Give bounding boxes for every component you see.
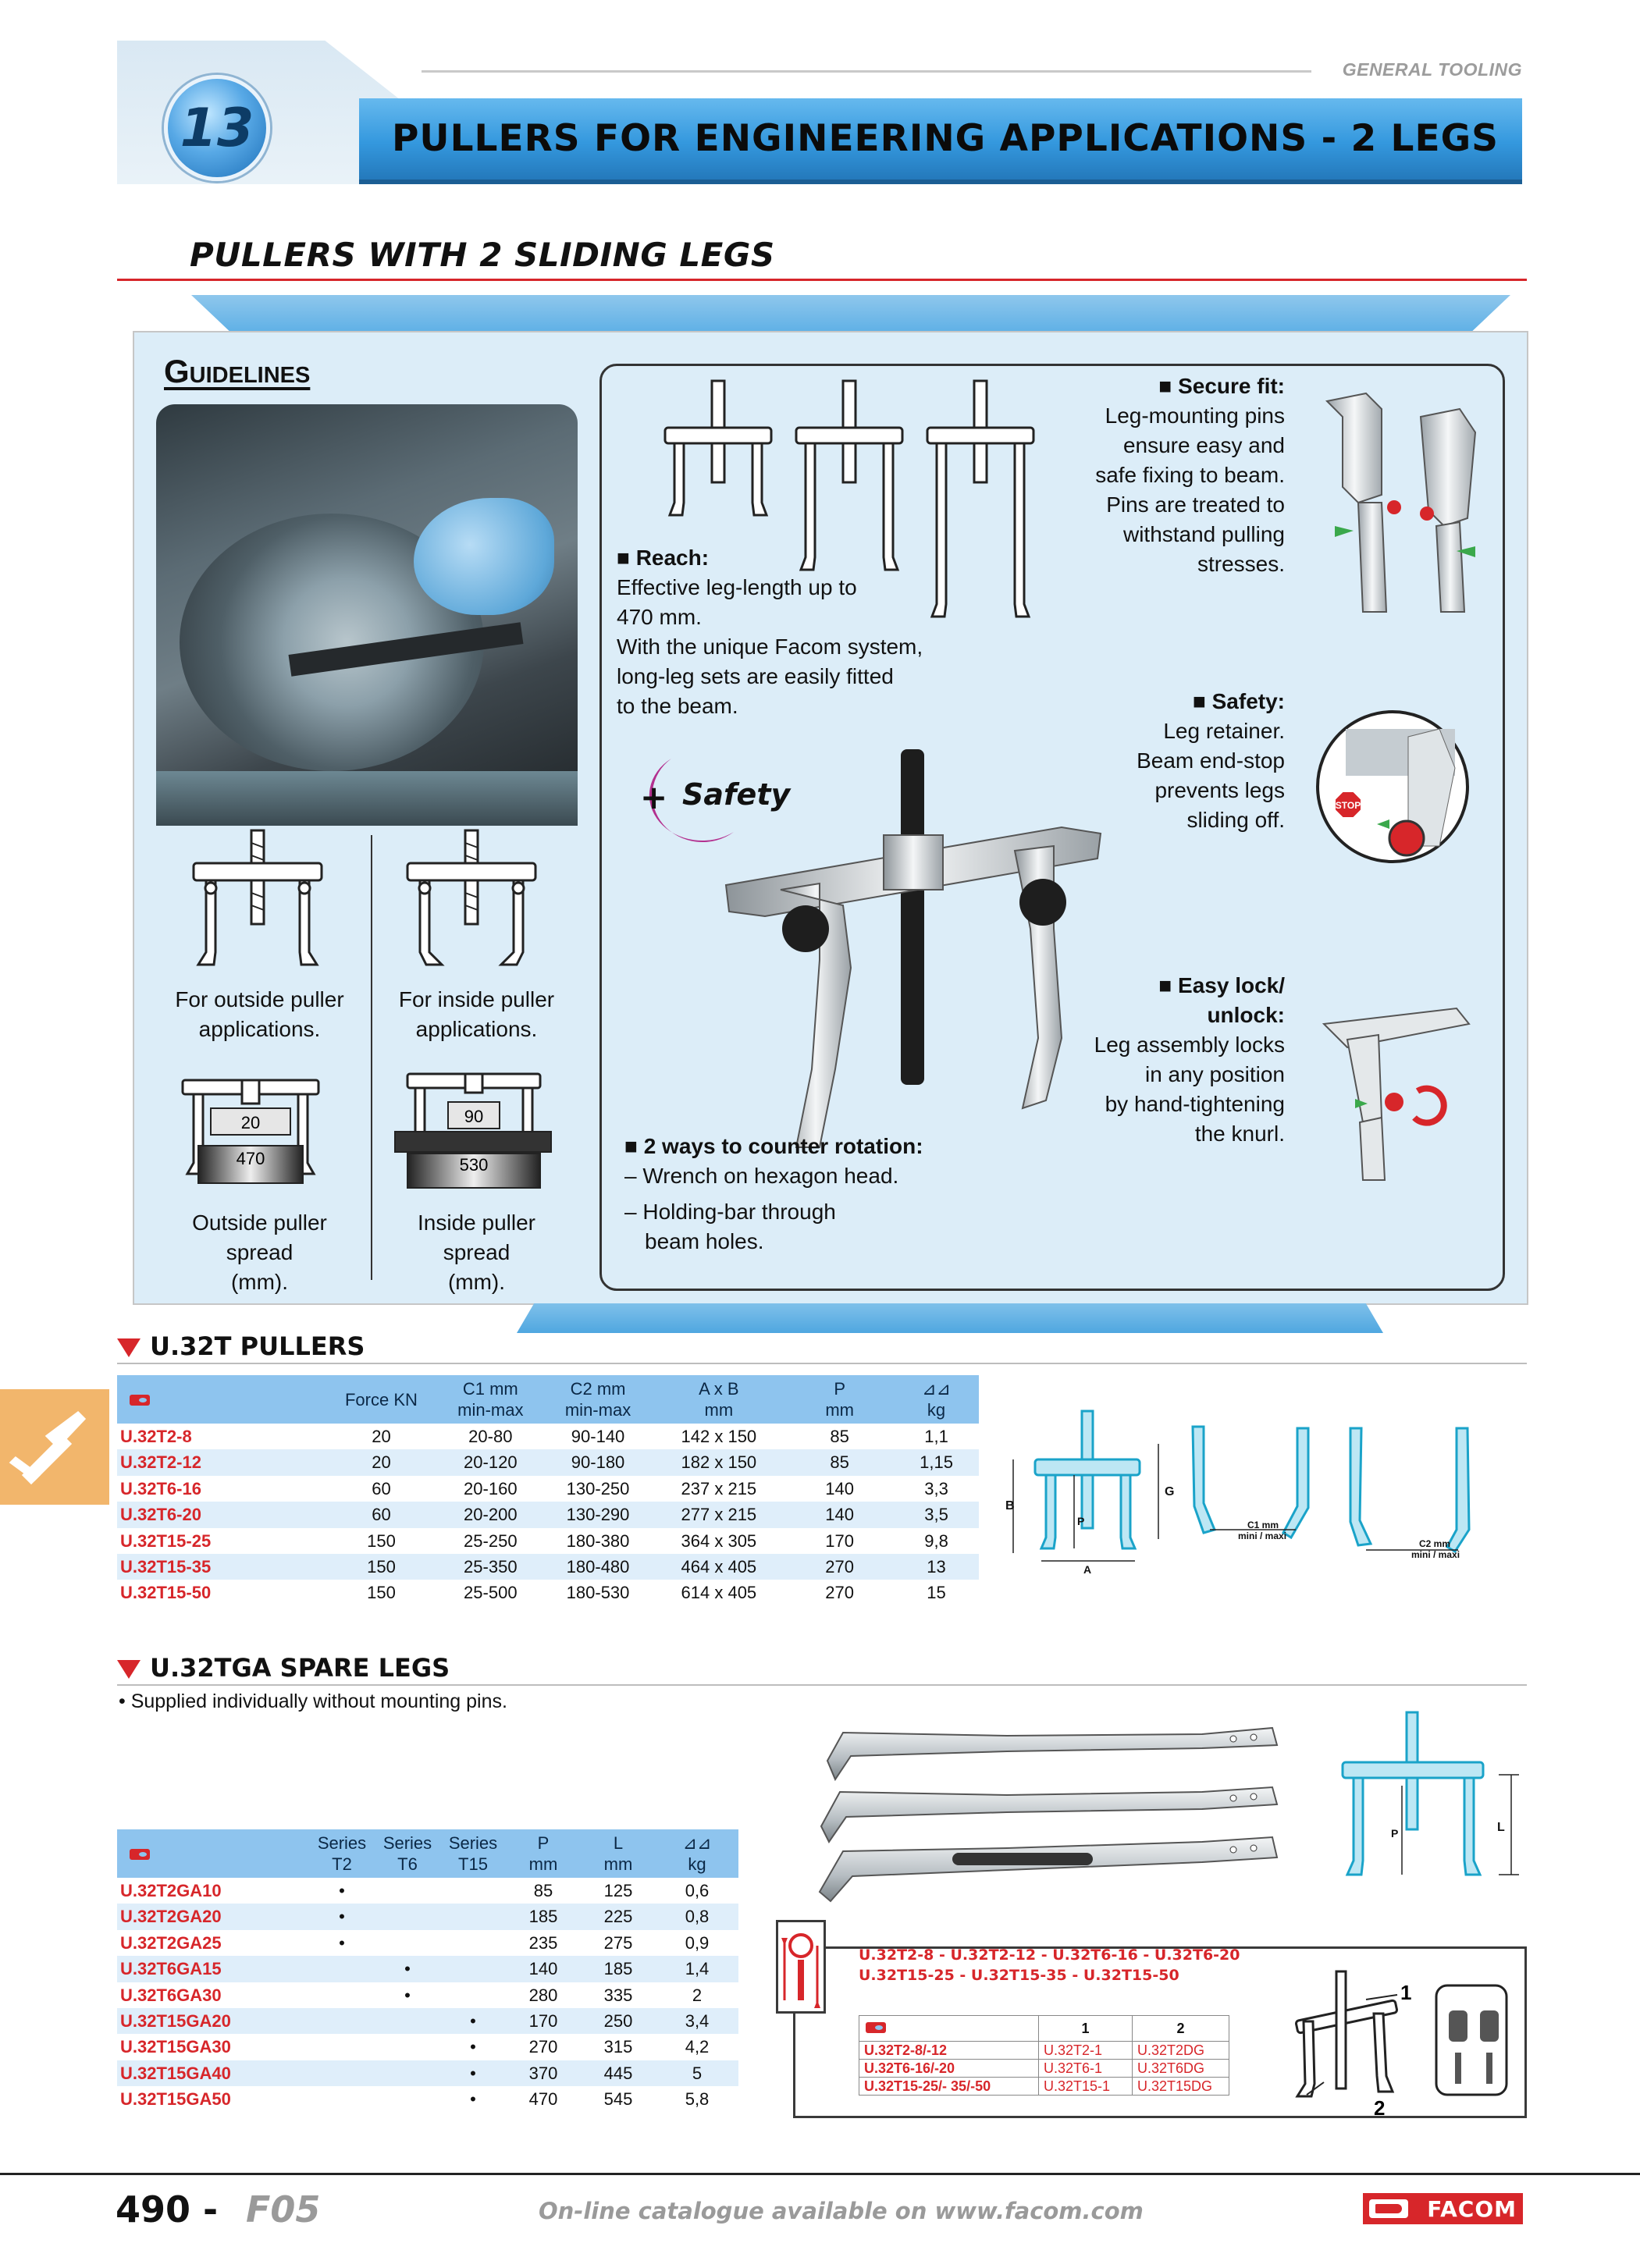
reference-icon [130, 1849, 150, 1860]
value-cell: 150 [367, 1583, 396, 1603]
value-cell: • [470, 2037, 476, 2057]
caption-line: spread [443, 1240, 510, 1264]
value-cell: 9,8 [924, 1530, 948, 1551]
spare-parts-drawing [1249, 1967, 1514, 2120]
value-cell: 0,9 [685, 1932, 710, 1953]
value-cell: • [440, 2060, 506, 2086]
inside-spread-diagram [392, 1071, 556, 1196]
feature-line: With the unique Facom system, [617, 635, 923, 659]
reference-cell: U.32T15GA50 [120, 2089, 231, 2110]
value-cell: 370 [506, 2060, 581, 2086]
value-cell: U.32T2-1 [1039, 2042, 1133, 2060]
feature-line: withstand pulling [1122, 522, 1285, 546]
guidelines-heading: Guidelines [164, 353, 311, 389]
secure-fit-feature [1046, 371, 1285, 579]
value-cell: 13 [894, 1554, 979, 1580]
puller-dimensions-diagram [999, 1405, 1522, 1577]
column-header: Series T6 [375, 1829, 440, 1878]
reference-cell: U.32T15-35 [117, 1554, 326, 1580]
value-cell [375, 2060, 440, 2086]
column-header: 2 [1133, 2016, 1229, 2042]
value-cell: 250 [581, 2008, 656, 2034]
outside-puller-drawing [189, 827, 326, 976]
reference-icon [866, 2022, 886, 2033]
table-row [117, 1904, 738, 1929]
table-row [117, 1476, 979, 1502]
value-cell: 25-350 [437, 1554, 544, 1580]
value-cell [375, 2008, 440, 2034]
reference-cell: U.32T2GA10 [120, 1881, 222, 1900]
value-cell: 335 [603, 1985, 633, 2005]
feature-line: prevents legs [1154, 778, 1285, 802]
caption-line: Inside puller [418, 1210, 535, 1235]
feature-line: 470 mm. [617, 605, 702, 629]
dim-label-p: P [1391, 1827, 1399, 1840]
value-cell [309, 2086, 375, 2112]
table-row [117, 1554, 979, 1580]
value-cell: 270 [528, 2037, 558, 2057]
inside-application-caption [373, 985, 580, 1044]
feature-line: Leg-mounting pins [1105, 403, 1285, 428]
outside-spread-diagram [176, 1077, 325, 1194]
column-header: L mm [581, 1829, 656, 1878]
column-header: P mm [506, 1829, 581, 1878]
value-cell: 60 [372, 1478, 391, 1498]
category-tab-icon [0, 1389, 109, 1505]
caption-line: For inside puller [398, 987, 555, 1011]
spare-parts-heading [859, 1945, 1240, 1985]
caption-line: applications. [415, 1017, 538, 1041]
spare-parts-table-body [859, 2042, 1229, 2096]
table-row [117, 1930, 738, 1956]
feature-line: Pins are treated to [1106, 492, 1285, 517]
value-cell [309, 2008, 375, 2034]
value-cell: 180-380 [566, 1530, 630, 1551]
feature-line: Leg retainer. [1163, 719, 1285, 743]
value-cell: • [339, 1881, 345, 1900]
panel-bottom-band [517, 1303, 1383, 1333]
value-cell: 182 x 150 [652, 1449, 785, 1475]
value-cell: 545 [603, 2089, 633, 2110]
value-cell: 464 x 405 [652, 1554, 785, 1580]
page-title: PULLERS FOR ENGINEERING APPLICATIONS - 2 LEGS [391, 117, 1499, 160]
ref-column-header [117, 1375, 326, 1424]
feature-line: – Holding-bar through [624, 1200, 836, 1224]
mounting-pins-drawing [1311, 386, 1483, 612]
table-row [117, 2008, 738, 2034]
reference-cell: U.32T2GA25 [120, 1932, 222, 1953]
value-cell: 180-530 [566, 1583, 630, 1603]
facom-logo [1363, 2193, 1523, 2224]
value-cell: 20-200 [437, 1502, 544, 1527]
feature-line: beam holes. [645, 1229, 764, 1253]
inside-spread-max: 530 [459, 1155, 489, 1175]
table-row [117, 1878, 738, 1904]
column-header: C2 mm min-max [544, 1375, 653, 1424]
easy-lock-title: unlock: [1207, 1003, 1285, 1027]
counter-rotation-feature [624, 1132, 984, 1257]
feature-line: Beam end-stop [1137, 748, 1285, 773]
value-cell: • [470, 2089, 476, 2110]
value-cell: 142 x 150 [681, 1427, 757, 1446]
value-cell: 15 [927, 1583, 946, 1603]
value-cell [440, 1956, 506, 1982]
dim-label-c1-range: mini / maxi [1238, 1530, 1287, 1541]
value-cell: 275 [603, 1932, 633, 1953]
value-cell [440, 1930, 506, 1956]
feature-line: safe fixing to beam. [1095, 463, 1285, 487]
value-cell: 20-160 [464, 1478, 518, 1498]
divider [117, 1684, 1527, 1686]
reach-title: ■ Reach: [617, 546, 710, 570]
table-row [117, 1502, 979, 1527]
value-cell: 1,1 [924, 1427, 948, 1446]
feature-line: stresses. [1197, 552, 1285, 576]
value-cell: 180-480 [544, 1554, 653, 1580]
value-cell: • [339, 1932, 345, 1953]
table-row [859, 2060, 1229, 2078]
reference-cell: U.32T2GA20 [117, 1904, 309, 1929]
spare-legs-heading-text: U.32TGA SPARE LEGS [150, 1653, 450, 1683]
table-row [117, 2060, 738, 2086]
value-cell [375, 2086, 440, 2112]
table-row [117, 1982, 738, 2008]
reference-cell: U.32T15-25/- 35/-50 [859, 2078, 1039, 2096]
value-cell [309, 2060, 375, 2086]
safety-feature [1046, 687, 1285, 835]
safety-logo-text: Safety [682, 777, 791, 812]
stop-sign-text: STOP [1335, 800, 1361, 811]
reach-feature [617, 543, 976, 721]
table-header-row [117, 1375, 979, 1424]
footer-rule [0, 2173, 1640, 2175]
reference-cell: U.32T15-25 [120, 1530, 212, 1551]
panel-top-band [191, 295, 1510, 332]
value-cell: 25-500 [464, 1583, 518, 1603]
value-cell: 280 [528, 1985, 558, 2005]
value-cell: 85 [785, 1449, 894, 1475]
value-cell: 5,8 [685, 2089, 710, 2110]
column-header: Series T2 [309, 1829, 375, 1878]
caption-line: spread [226, 1240, 293, 1264]
value-cell: 237 x 215 [681, 1478, 757, 1498]
value-cell: U.32T15DG [1133, 2078, 1229, 2096]
reference-cell: U.32T6GA30 [120, 1985, 222, 2005]
vertical-divider [371, 835, 372, 1280]
outside-spread-min: 20 [240, 1113, 261, 1132]
reference-cell: U.32T15-50 [120, 1583, 212, 1603]
reference-cell: U.32T15GA20 [117, 2008, 309, 2034]
value-cell: 185 [581, 1956, 656, 1982]
value-cell: 0,6 [685, 1881, 710, 1900]
value-cell: U.32T15-1 [1039, 2078, 1133, 2096]
value-cell: 20-80 [468, 1427, 513, 1446]
table-row [859, 2042, 1229, 2060]
inside-spread-min: 90 [464, 1107, 484, 1126]
value-cell: 4,2 [685, 2037, 710, 2057]
value-cell: 90-140 [571, 1427, 625, 1446]
knurl-lock-drawing [1316, 1001, 1472, 1180]
reference-cell: U.32T2-8 [120, 1427, 192, 1446]
reference-cell: U.32T6-16 [120, 1478, 201, 1498]
value-cell: 20-120 [437, 1449, 544, 1475]
value-cell: 445 [581, 2060, 656, 2086]
reference-cell: U.32T15GA30 [120, 2037, 231, 2057]
value-cell: 1,4 [656, 1956, 738, 1982]
reference-cell: U.32T15GA40 [117, 2060, 309, 2086]
section-label: GENERAL TOOLING [1342, 59, 1522, 80]
spare-parts-icon-box [776, 1920, 826, 2014]
table-row [859, 2078, 1229, 2096]
value-cell: 270 [825, 1583, 855, 1603]
heading-line: U.32T2-8 - U.32T2-12 - U.32T6-16 - U.32T6-20 [859, 1946, 1240, 1964]
end-stop-drawing [1314, 706, 1471, 869]
value-cell [375, 1878, 440, 1904]
value-cell [309, 2034, 375, 2060]
divider [117, 279, 1527, 281]
value-cell: • [404, 1985, 411, 2005]
value-cell [309, 1956, 375, 1982]
value-cell: • [375, 1956, 440, 1982]
caption-line: For outside puller [175, 987, 344, 1011]
dim-label-b: B [1005, 1499, 1015, 1513]
value-cell: 170 [825, 1530, 855, 1551]
value-cell: 277 x 215 [652, 1502, 785, 1527]
table-row [117, 1528, 979, 1554]
reference-cell: U.32T6-16/-20 [859, 2060, 1039, 2078]
value-cell: 614 x 405 [681, 1583, 757, 1603]
column-header: C1 mm min-max [437, 1375, 544, 1424]
value-cell: 5 [656, 2060, 738, 2086]
divider [117, 1363, 1527, 1364]
dim-label-c2-range: mini / maxi [1411, 1549, 1460, 1560]
feature-line: sliding off. [1186, 808, 1285, 832]
triangle-icon [117, 1338, 141, 1357]
pullers-table-body [117, 1424, 979, 1606]
page-code: F05 [246, 2188, 321, 2231]
value-cell: U.32T2DG [1133, 2042, 1229, 2060]
value-cell: U.32T6DG [1133, 2060, 1229, 2078]
value-cell: 270 [785, 1554, 894, 1580]
feature-line: long-leg sets are easily fitted [617, 664, 894, 688]
reference-cell: U.32T6GA15 [117, 1956, 309, 1982]
table-row [117, 2086, 738, 2112]
value-cell: 1,15 [894, 1449, 979, 1475]
value-cell: 3,4 [656, 2008, 738, 2034]
ref-column-header [117, 1829, 309, 1878]
brand-name: FACOM [1427, 2195, 1517, 2222]
pullers-table [117, 1375, 979, 1606]
header-rule [422, 70, 1311, 73]
section-subtitle: PULLERS WITH 2 SLIDING LEGS [190, 236, 775, 274]
spare-legs-table-body [117, 1878, 738, 2113]
dim-label-p: P [1077, 1515, 1085, 1527]
table-row [117, 1449, 979, 1475]
catalogue-link-text[interactable]: On-line catalogue available on www.facom.com [539, 2198, 1144, 2224]
caption-line: Outside puller [192, 1210, 327, 1235]
heading-line: U.32T15-25 - U.32T15-35 - U.32T15-50 [859, 1967, 1179, 1984]
feature-line: in any position [1144, 1062, 1285, 1086]
ref-column-header [859, 2016, 1039, 2042]
easy-lock-title: ■ Easy lock/ [1158, 973, 1285, 997]
spare-legs-dimension-diagram [1319, 1708, 1522, 1895]
value-cell: 3,3 [924, 1478, 948, 1498]
table-row [117, 1580, 979, 1605]
svg-text:+: + [640, 778, 668, 816]
column-header: P mm [785, 1375, 894, 1424]
value-cell: U.32T6-1 [1039, 2060, 1133, 2078]
inside-spread-caption [373, 1208, 580, 1297]
feature-line: the knurl. [1194, 1122, 1285, 1146]
spare-parts-icon [778, 1922, 824, 2011]
value-cell: 150 [367, 1530, 396, 1551]
value-cell: • [309, 1904, 375, 1929]
reference-cell: U.32T2-12 [117, 1449, 326, 1475]
value-cell: 150 [326, 1554, 437, 1580]
chapter-badge: 13 [164, 75, 270, 181]
value-cell [440, 1904, 506, 1929]
column-header: Series T15 [440, 1829, 506, 1878]
dim-label-l: L [1497, 1821, 1505, 1834]
outside-spread-max: 470 [236, 1149, 265, 1168]
value-cell: 60 [326, 1502, 437, 1527]
dim-label-c2: C2 mm [1419, 1538, 1451, 1549]
feature-line: – Wrench on hexagon head. [624, 1164, 899, 1188]
table-row [117, 2034, 738, 2060]
spare-legs-heading [117, 1653, 450, 1683]
value-cell: 25-250 [464, 1530, 518, 1551]
caption-line: (mm). [447, 1270, 506, 1294]
value-cell [375, 1904, 440, 1929]
value-cell: 470 [528, 2089, 558, 2110]
facom-wrench-icon [1369, 2199, 1408, 2218]
value-cell [309, 1982, 375, 2008]
value-cell: 170 [506, 2008, 581, 2034]
feature-line: by hand-tightening [1105, 1092, 1285, 1116]
value-cell: 185 [506, 1904, 581, 1929]
value-cell: 315 [603, 2037, 633, 2057]
easy-lock-feature [1046, 971, 1285, 1149]
value-cell [440, 1982, 506, 2008]
page-number: 490 - [116, 2188, 219, 2231]
value-cell: 140 [785, 1502, 894, 1527]
caption-line: (mm). [230, 1270, 289, 1294]
value-cell: 225 [581, 1904, 656, 1929]
dim-label-a: A [1083, 1563, 1092, 1576]
pullers-heading-text: U.32T PULLERS [150, 1331, 365, 1361]
spare-legs-image [812, 1717, 1280, 1904]
column-header: ⊿⊿ kg [656, 1829, 738, 1878]
feature-line: ensure easy and [1122, 433, 1285, 457]
feature-line: Leg assembly locks [1094, 1033, 1285, 1057]
callout-2: 2 [1374, 2096, 1386, 2120]
value-cell: 0,8 [656, 1904, 738, 1929]
value-cell: 140 [506, 1956, 581, 1982]
dim-label-c1: C1 mm [1247, 1520, 1279, 1530]
value-cell: 235 [528, 1932, 558, 1953]
outside-application-caption [156, 985, 363, 1044]
inside-puller-drawing [403, 827, 540, 976]
table-row [117, 1424, 979, 1449]
value-cell: 364 x 305 [681, 1530, 757, 1551]
column-header: A x B mm [652, 1375, 785, 1424]
reference-cell: U.32T6-20 [117, 1502, 326, 1527]
table-header-row [117, 1829, 738, 1878]
value-cell: 125 [603, 1881, 633, 1900]
column-header: ⊿⊿ kg [894, 1375, 979, 1424]
safety-title: ■ Safety: [1192, 689, 1285, 713]
value-cell: 20 [372, 1427, 391, 1446]
spare-legs-note: • Supplied individually without mounting pins. [119, 1690, 507, 1712]
feature-line: Effective leg-length up to [617, 575, 857, 599]
table-row [117, 1956, 738, 1982]
outside-spread-caption [156, 1208, 363, 1297]
value-cell: 3,5 [894, 1502, 979, 1527]
secure-fit-title: ■ Secure fit: [1158, 374, 1285, 398]
value-cell: 20 [326, 1449, 437, 1475]
triangle-icon [117, 1660, 141, 1679]
value-cell: • [440, 2008, 506, 2034]
column-header: 1 [1039, 2016, 1133, 2042]
value-cell: 85 [830, 1427, 849, 1446]
reference-icon [130, 1395, 150, 1406]
value-cell: 90-180 [544, 1449, 653, 1475]
value-cell: 2 [692, 1985, 703, 2005]
spare-legs-table [117, 1829, 738, 2113]
column-header: Force KN [326, 1375, 437, 1424]
counter-rotation-title: ■ 2 ways to counter rotation: [624, 1134, 923, 1158]
reference-cell: U.32T2-8/-12 [859, 2042, 1039, 2060]
value-cell: 140 [825, 1478, 855, 1498]
callout-1: 1 [1400, 1981, 1412, 2004]
value-cell: 130-290 [544, 1502, 653, 1527]
caption-line: applications. [198, 1017, 321, 1041]
feature-line: to the beam. [617, 694, 738, 718]
spare-parts-table [859, 2015, 1229, 2096]
value-cell: 85 [533, 1881, 553, 1900]
value-cell [375, 1930, 440, 1956]
value-cell: 130-250 [566, 1478, 630, 1498]
value-cell [375, 2034, 440, 2060]
value-cell [440, 1878, 506, 1904]
pullers-heading [117, 1331, 365, 1361]
dim-label-g: G [1165, 1485, 1175, 1498]
usage-photo [156, 404, 578, 826]
